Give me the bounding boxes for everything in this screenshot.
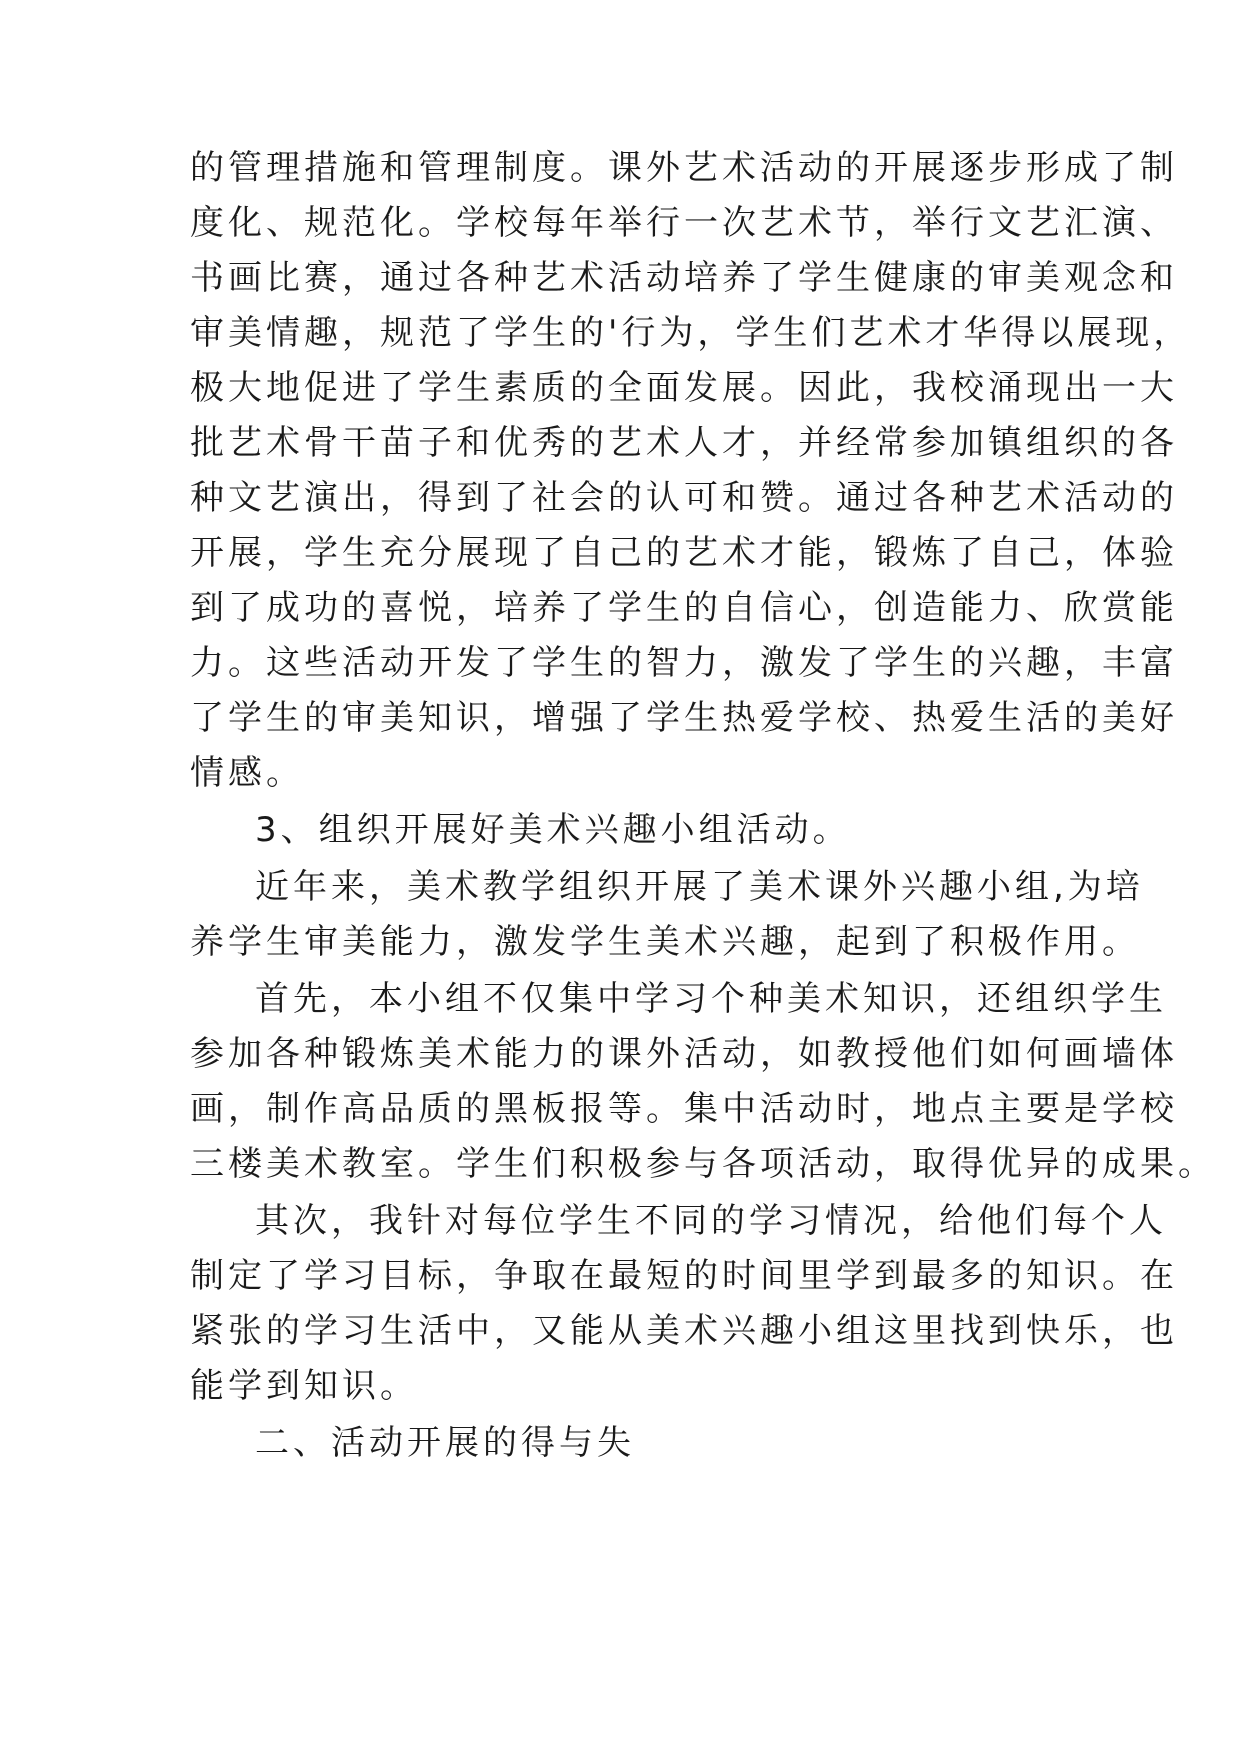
text-line: 书画比赛，通过各种艺术活动培养了学生健康的审美观念和 xyxy=(190,258,1178,298)
text-line: 近年来，美术教学组织开展了美术课外兴趣小组,为培 xyxy=(255,867,1144,907)
text-line: 首先，本小组不仅集中学习个种美术知识，还组织学生 xyxy=(255,979,1167,1019)
text-line: 紧张的学习生活中，又能从美术兴趣小组这里找到快乐，也 xyxy=(190,1311,1178,1351)
text-line: 到了成功的喜悦，培养了学生的自信心，创造能力、欣赏能 xyxy=(190,588,1178,628)
section-heading: 二、活动开展的得与失 xyxy=(255,1423,635,1463)
text-line: 力。这些活动开发了学生的智力，激发了学生的兴趣，丰富 xyxy=(190,643,1178,683)
text-line: 审美情趣，规范了学生的'行为，学生们艺术才华得以展现， xyxy=(190,313,1192,353)
text-line: 三楼美术教室。学生们积极参与各项活动，取得优异的成果。 xyxy=(190,1144,1216,1184)
text-line: 开展，学生充分展现了自己的艺术才能，锻炼了自己，体验 xyxy=(190,533,1178,573)
text-line: 了学生的审美知识，增强了学生热爱学校、热爱生活的美好 xyxy=(190,698,1178,738)
text-line: 制定了学习目标，争取在最短的时间里学到最多的知识。在 xyxy=(190,1256,1178,1296)
text-line: 种文艺演出，得到了社会的认可和赞。通过各种艺术活动的 xyxy=(190,478,1178,518)
text-line: 度化、规范化。学校每年举行一次艺术节，举行文艺汇演、 xyxy=(190,203,1178,243)
section-heading: 3、组织开展好美术兴趣小组活动。 xyxy=(255,810,851,850)
text-line: 能学到知识。 xyxy=(190,1366,418,1406)
text-line: 批艺术骨干苗子和优秀的艺术人才，并经常参加镇组织的各 xyxy=(190,423,1178,463)
text-line: 画，制作高品质的黑板报等。集中活动时，地点主要是学校 xyxy=(190,1089,1178,1129)
text-line: 其次，我针对每位学生不同的学习情况，给他们每个人 xyxy=(255,1201,1167,1241)
text-line: 养学生审美能力，激发学生美术兴趣，起到了积极作用。 xyxy=(190,922,1140,962)
text-line: 极大地促进了学生素质的全面发展。因此，我校涌现出一大 xyxy=(190,368,1178,408)
text-line: 参加各种锻炼美术能力的课外活动，如教授他们如何画墙体 xyxy=(190,1034,1178,1074)
text-line: 的管理措施和管理制度。课外艺术活动的开展逐步形成了制 xyxy=(190,148,1178,188)
text-line: 情感。 xyxy=(190,753,304,793)
